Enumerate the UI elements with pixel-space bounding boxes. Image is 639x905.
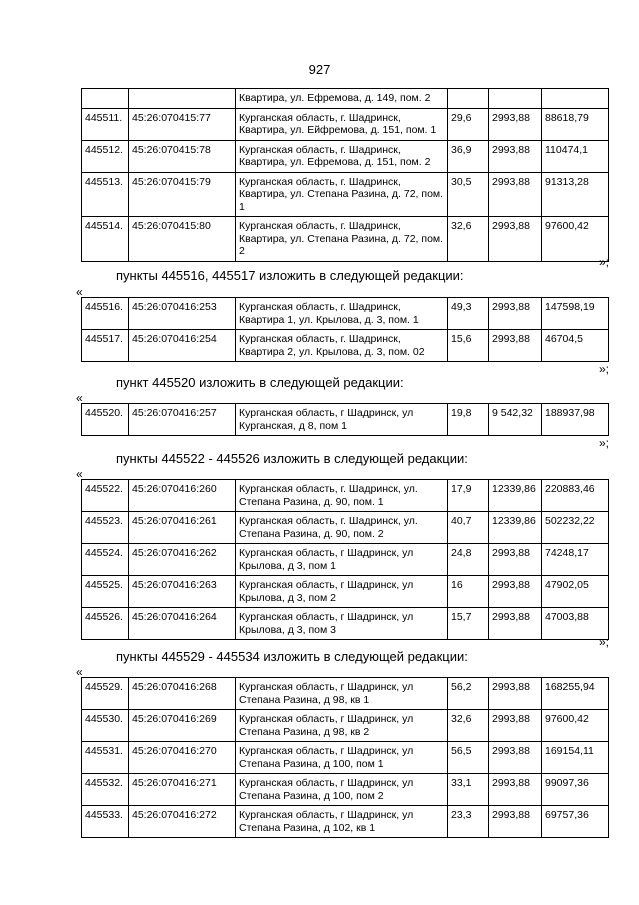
property-table-2 [81,297,609,362]
quote-close-4: »; [598,635,609,649]
area-cell: 15,6 [448,330,489,362]
table-row [82,217,609,262]
property-table-4 [81,479,609,640]
table-row [82,89,609,109]
table-row [82,512,609,544]
area-cell: 29,6 [448,108,489,140]
entry-number-cell: 445516. [82,298,129,330]
area-cell: 24,8 [448,544,489,576]
area-cell: 33,1 [448,774,489,806]
total-cell [542,89,609,109]
property-table-5 [81,677,609,838]
cadastral-number-cell: 45:26:070416:270 [129,742,236,774]
cadastral-number-cell: 45:26:070415:79 [129,172,236,217]
address-cell: Курганская область, г Шадринск, ул Степана Разина, д 98, кв 1 [236,678,448,710]
address-cell: Курганская область, г Шадринск, ул Степана Разина, д 102, кв 1 [236,806,448,838]
price-cell: 2993,88 [489,774,542,806]
total-cell: 91313,28 [542,172,609,217]
total-cell: 502232,22 [542,512,609,544]
cadastral-number-cell: 45:26:070416:263 [129,576,236,608]
area-cell: 23,3 [448,806,489,838]
total-cell: 169154,11 [542,742,609,774]
entry-number-cell: 445530. [82,710,129,742]
table-row [82,330,609,362]
quote-open-4: « [76,665,83,679]
price-cell [489,89,542,109]
address-cell: Курганская область, г. Шадринск, Квартира 1, ул. Крылова, д. 3, пом. 1 [236,298,448,330]
cadastral-number-cell: 45:26:070416:254 [129,330,236,362]
entry-number-cell: 445512. [82,140,129,172]
amendment-paragraph-2: пункт 445520 изложить в следующей редакции: [116,375,404,390]
total-cell: 147598,19 [542,298,609,330]
price-cell: 2993,88 [489,608,542,640]
price-cell: 2993,88 [489,678,542,710]
price-cell: 2993,88 [489,217,542,262]
quote-open-3: « [76,467,83,481]
quote-close-2: »; [598,362,609,376]
entry-number-cell: 445525. [82,576,129,608]
table-row [82,678,609,710]
price-cell: 2993,88 [489,742,542,774]
address-cell: Курганская область, г. Шадринск, Квартира 2, ул. Крылова, д. 3, пом. 02 [236,330,448,362]
table-row [82,480,609,512]
entry-number-cell: 445524. [82,544,129,576]
property-table-1 [81,88,609,262]
total-cell: 88618,79 [542,108,609,140]
price-cell: 2993,88 [489,140,542,172]
total-cell: 168255,94 [542,678,609,710]
amendment-paragraph-4: пункты 445529 - 445534 изложить в следующей редакции: [116,649,468,664]
cadastral-number-cell: 45:26:070415:80 [129,217,236,262]
entry-number-cell: 445522. [82,480,129,512]
area-cell: 15,7 [448,608,489,640]
price-cell: 9 542,32 [489,404,542,436]
address-cell: Курганская область, г Шадринск, ул Крылова, д 3, пом 3 [236,608,448,640]
area-cell [448,89,489,109]
entry-number-cell: 445517. [82,330,129,362]
cadastral-number-cell: 45:26:070416:260 [129,480,236,512]
total-cell: 69757,36 [542,806,609,838]
table-row [82,710,609,742]
total-cell: 97600,42 [542,710,609,742]
total-cell: 97600,42 [542,217,609,262]
table-row [82,140,609,172]
table-row [82,298,609,330]
total-cell: 74248,17 [542,544,609,576]
price-cell: 2993,88 [489,330,542,362]
entry-number-cell: 445532. [82,774,129,806]
cadastral-number-cell: 45:26:070416:264 [129,608,236,640]
area-cell: 16 [448,576,489,608]
price-cell: 12339,86 [489,512,542,544]
entry-number-cell: 445523. [82,512,129,544]
address-cell: Курганская область, г. Шадринск, Квартира, ул. Ефремова, д. 151, пом. 2 [236,140,448,172]
cadastral-number-cell: 45:26:070416:253 [129,298,236,330]
address-cell: Курганская область, г. Шадринск, Квартира, ул. Степана Разина, д. 72, пом. 2 [236,217,448,262]
area-cell: 56,5 [448,742,489,774]
quote-close-3: »; [598,436,609,450]
price-cell: 2993,88 [489,172,542,217]
price-cell: 2993,88 [489,576,542,608]
amendment-paragraph-1: пункты 445516, 445517 изложить в следующей редакции: [116,268,464,283]
address-cell: Курганская область, г Шадринск, ул Курганская, д 8, пом 1 [236,404,448,436]
address-cell: Курганская область, г. Шадринск, ул. Степана Разина, д. 90, пом. 1 [236,480,448,512]
price-cell: 2993,88 [489,710,542,742]
cadastral-number-cell: 45:26:070416:268 [129,678,236,710]
address-cell: Курганская область, г. Шадринск, ул. Степана Разина, д. 90, пом. 2 [236,512,448,544]
cadastral-number-cell: 45:26:070415:78 [129,140,236,172]
amendment-paragraph-3: пункты 445522 - 445526 изложить в следующей редакции: [116,451,468,466]
price-cell: 2993,88 [489,806,542,838]
price-cell: 12339,86 [489,480,542,512]
entry-number-cell: 445526. [82,608,129,640]
area-cell: 36,9 [448,140,489,172]
entry-number-cell: 445529. [82,678,129,710]
price-cell: 2993,88 [489,544,542,576]
area-cell: 49,3 [448,298,489,330]
area-cell: 17,9 [448,480,489,512]
table-row [82,576,609,608]
total-cell: 47902,05 [542,576,609,608]
total-cell: 110474,1 [542,140,609,172]
cadastral-number-cell: 45:26:070416:257 [129,404,236,436]
entry-number-cell: 445513. [82,172,129,217]
table-row [82,806,609,838]
area-cell: 19,8 [448,404,489,436]
entry-number-cell [82,89,129,109]
address-cell: Курганская область, г Шадринск, ул Степана Разина, д 98, кв 2 [236,710,448,742]
total-cell: 46704,5 [542,330,609,362]
cadastral-number-cell: 45:26:070415:77 [129,108,236,140]
area-cell: 32,6 [448,217,489,262]
address-cell: Курганская область, г Шадринск, ул Степана Разина, д 100, пом 1 [236,742,448,774]
cadastral-number-cell: 45:26:070416:271 [129,774,236,806]
total-cell: 99097,36 [542,774,609,806]
table-row [82,608,609,640]
area-cell: 30,5 [448,172,489,217]
price-cell: 2993,88 [489,298,542,330]
address-cell: Курганская область, г. Шадринск, Квартира, ул. Ейфремова, д. 151, пом. 1 [236,108,448,140]
page-number: 927 [308,62,331,77]
area-cell: 56,2 [448,678,489,710]
table-row [82,742,609,774]
address-cell: Квартира, ул. Ефремова, д. 149, пом. 2 [236,89,448,109]
table-row [82,544,609,576]
entry-number-cell: 445511. [82,108,129,140]
table-row [82,404,609,436]
total-cell: 47003,88 [542,608,609,640]
entry-number-cell: 445520. [82,404,129,436]
entry-number-cell: 445514. [82,217,129,262]
entry-number-cell: 445533. [82,806,129,838]
total-cell: 220883,46 [542,480,609,512]
address-cell: Курганская область, г Шадринск, ул Крылова, д 3, пом 1 [236,544,448,576]
cadastral-number-cell: 45:26:070416:269 [129,710,236,742]
address-cell: Курганская область, г Шадринск, ул Крылова, д 3, пом 2 [236,576,448,608]
table-row [82,172,609,217]
total-cell: 188937,98 [542,404,609,436]
quote-open-1: « [76,285,83,299]
cadastral-number-cell: 45:26:070416:261 [129,512,236,544]
area-cell: 40,7 [448,512,489,544]
table-row [82,108,609,140]
entry-number-cell: 445531. [82,742,129,774]
address-cell: Курганская область, г Шадринск, ул Степана Разина, д 100, пом 2 [236,774,448,806]
price-cell: 2993,88 [489,108,542,140]
property-table-3 [81,403,609,436]
cadastral-number-cell: 45:26:070416:262 [129,544,236,576]
cadastral-number-cell [129,89,236,109]
area-cell: 32,6 [448,710,489,742]
quote-close-1: »; [598,255,609,269]
address-cell: Курганская область, г. Шадринск, Квартира, ул. Степана Разина, д. 72, пом. 1 [236,172,448,217]
quote-open-2: « [76,391,83,405]
cadastral-number-cell: 45:26:070416:272 [129,806,236,838]
table-row [82,774,609,806]
